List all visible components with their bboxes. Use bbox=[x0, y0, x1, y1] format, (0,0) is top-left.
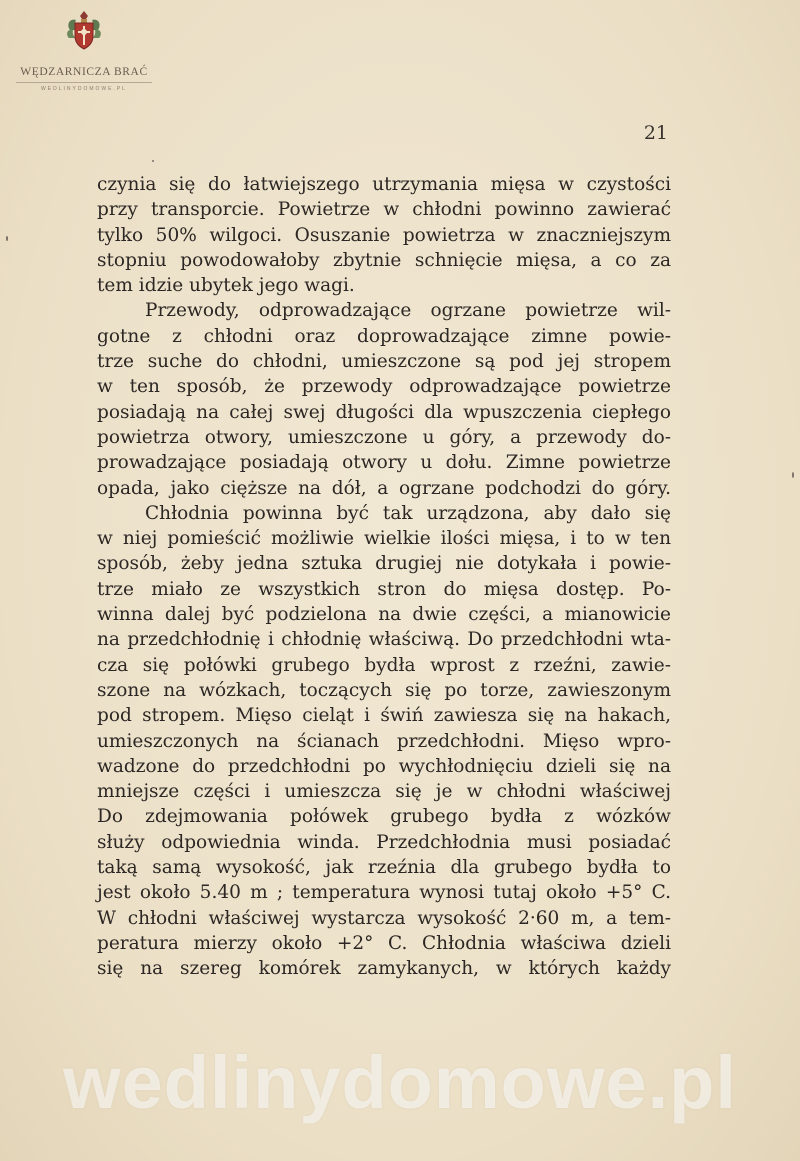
text-line: tylko 50% wilgoci. Osuszanie powietrza w znaczniejszym bbox=[97, 224, 671, 246]
text-line: w niej pomieścić możliwie wielkie ilości mięsa, i to w ten bbox=[97, 528, 671, 550]
text-line: jest około 5.40 m ; temperatura wynosi tutaj około +5° C. bbox=[97, 882, 671, 904]
text-line: na przedchłodnię i chłodnię właściwą. Do przedchłodni wta- bbox=[97, 629, 671, 651]
coat-of-arms-emblem-icon bbox=[64, 10, 104, 52]
text-line: trze suche do chłodni, umieszczone są pod jej stropem bbox=[97, 351, 671, 373]
text-line: umieszczonych na ścianach przedchłodni. Mięso wpro- bbox=[97, 730, 671, 752]
brand-header bbox=[14, 10, 154, 92]
watermark: wedlinydomowe.pl bbox=[63, 1041, 737, 1124]
text-line: Do zdejmowania połówek grubego bydła z wózków bbox=[97, 806, 671, 828]
text-line: powietrza otwory, umieszczone u góry, a przewody do- bbox=[97, 426, 671, 448]
text-line: przy transporcie. Powietrze w chłodni powinno zawierać bbox=[97, 199, 671, 221]
text-line: stopniu powodowałoby zbytnie schnięcie mięsa, a co za bbox=[97, 249, 671, 271]
body-text bbox=[97, 172, 671, 982]
text-line: w ten sposób, że przewody odprowadzające powietrze bbox=[97, 376, 671, 398]
text-line: się na szereg komórek zamykanych, w których każdy bbox=[97, 958, 671, 980]
text-line: czynia się do łatwiejszego utrzymania mięsa w czystości bbox=[97, 174, 671, 195]
text-line: wadzone do przedchłodni po wychłodnięciu dzieli się na bbox=[97, 755, 671, 777]
text-line: mniejsze części i umieszcza się je w chłodni właściwej bbox=[97, 781, 671, 803]
text-line: W chłodni właściwej wystarcza wysokość 2·60 m, a tem- bbox=[97, 907, 671, 929]
text-line: tem idzie ubytek jego wagi. bbox=[97, 275, 355, 297]
brand-name: WĘDZARNICZA BRAĆ bbox=[20, 66, 148, 78]
text-line: peratura mierzy około +2° C. Chłodnia właściwa dzieli bbox=[97, 932, 671, 954]
text-line: taką samą wysokość, jak rzeźnia dla grubego bydła to bbox=[97, 857, 671, 879]
text-line: cza się połówki grubego bydła wprost z rzeźni, zawie- bbox=[97, 654, 671, 676]
paragraph-start-line: Chłodnia powinna być tak urządzona, aby dało się bbox=[145, 502, 671, 524]
text-line: prowadzające posiadają otwory u dołu. Zimne powietrze bbox=[97, 452, 671, 474]
text-line: winna dalej być podzielona na dwie części, a mianowicie bbox=[97, 604, 671, 626]
page-number: 21 bbox=[643, 122, 668, 144]
text-line: gotne z chłodni oraz doprowadzające zimne powie- bbox=[97, 325, 671, 347]
text-line: pod stropem. Mięso cieląt i świń zawiesza się na hakach, bbox=[97, 705, 671, 727]
text-line: szone na wózkach, toczących się po torze, zawieszonym bbox=[97, 679, 671, 701]
text-line: posiadają na całej swej długości dla wpuszczenia ciepłego bbox=[97, 401, 671, 423]
text-line: opada, jako cięższe na dół, a ogrzane podchodzi do góry. bbox=[97, 477, 671, 499]
paper-speck bbox=[152, 160, 154, 162]
text-line: służy odpowiednia winda. Przedchłodnia musi posiadać bbox=[97, 831, 671, 853]
text-line: trze miało ze wszystkich stron do mięsa dostęp. Po- bbox=[97, 578, 671, 600]
paragraph-start-line: Przewody, odprowadzające ogrzane powietrze wil- bbox=[145, 300, 671, 322]
brand-url: WEDLINYDOMOWE.PL bbox=[41, 86, 127, 92]
brand-divider bbox=[16, 82, 152, 83]
text-line: sposób, żeby jedna sztuka drugiej nie dotykała i powie- bbox=[97, 553, 671, 575]
paper-speck bbox=[6, 236, 8, 241]
paper-speck bbox=[792, 472, 794, 478]
